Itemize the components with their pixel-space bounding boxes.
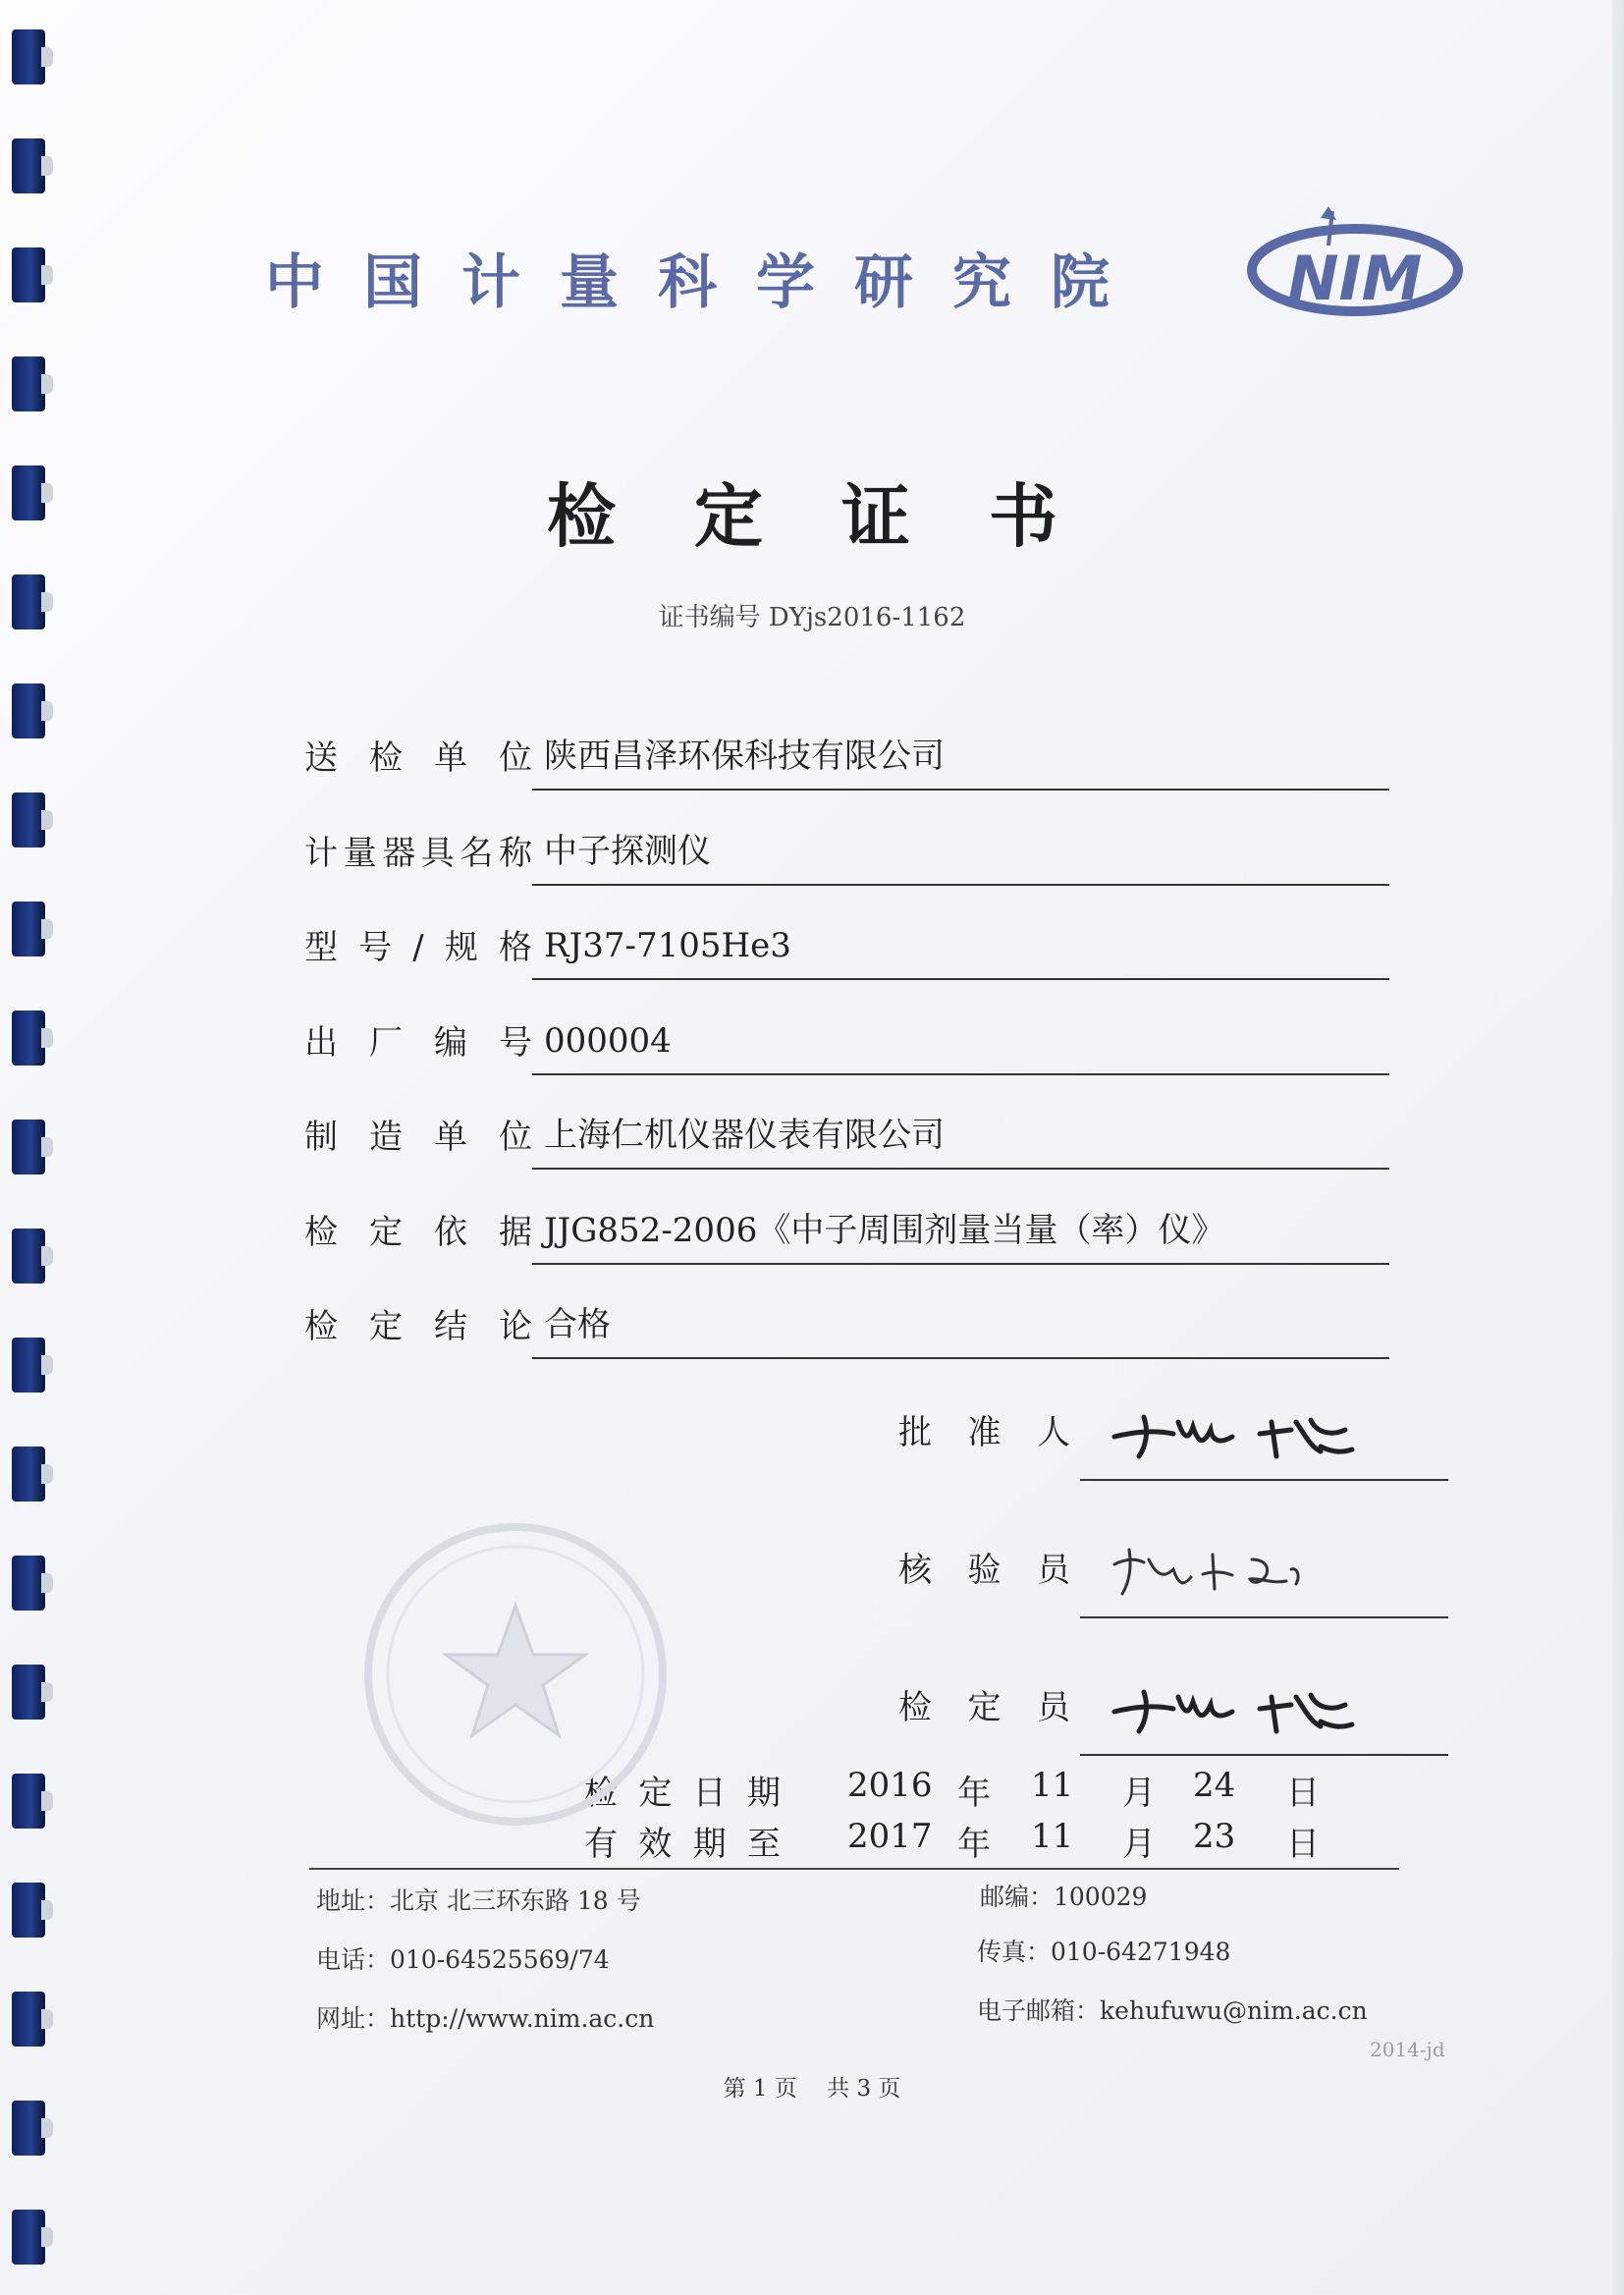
signature-label: 批准人	[898, 1413, 1070, 1452]
field-value: 中子探测仪	[532, 827, 1389, 886]
logo-text: NIM	[1287, 243, 1423, 314]
binding-ring	[12, 1011, 45, 1066]
field-label: 检定依据	[304, 1213, 532, 1252]
date-day: 24	[1193, 1766, 1236, 1805]
date-label: 有效期至	[584, 1825, 781, 1864]
binding-ring	[12, 1229, 45, 1284]
signature-label: 核验员	[898, 1551, 1070, 1590]
signature-image	[1095, 1393, 1389, 1471]
field-row-instrument-name	[304, 817, 1389, 886]
page-number: 第 1 页 共 3 页	[723, 2076, 901, 2102]
footer-divider	[309, 1868, 1399, 1870]
signature-line	[1080, 1479, 1448, 1481]
binding-ring	[12, 1992, 45, 2047]
signature-image	[1095, 1530, 1389, 1609]
binding-ring	[12, 902, 45, 956]
binding-ring	[12, 2101, 45, 2156]
field-value: 陕西昌泽环保科技有限公司	[532, 732, 1389, 791]
binding-ring	[12, 1447, 45, 1502]
field-label: 计量器具名称	[304, 834, 532, 873]
field-value: RJ37-7105He3	[532, 921, 1389, 980]
binding-ring	[12, 1120, 45, 1175]
field-label: 检定结论	[304, 1307, 532, 1346]
binding-ring	[12, 1665, 45, 1720]
signature-label: 检定员	[898, 1688, 1070, 1727]
signature-row-approver	[898, 1383, 1448, 1481]
field-label: 型号/规格	[304, 928, 532, 967]
field-row-basis	[304, 1196, 1389, 1265]
signature-row-inspector	[898, 1658, 1448, 1756]
nim-logo	[1242, 206, 1468, 324]
field-row-model	[304, 911, 1389, 980]
field-value: 上海仁机仪器仪表有限公司	[532, 1111, 1389, 1170]
date-month-unit: 月	[1122, 1774, 1156, 1813]
binding-ring	[12, 1774, 45, 1829]
field-row-submitter	[304, 722, 1389, 791]
field-value: 000004	[532, 1016, 1389, 1075]
page-edge	[1612, 0, 1624, 2295]
footer-email: 电子邮箱：kehufuwu@nim.ac.cn	[977, 1996, 1368, 2025]
field-label: 送检单位	[304, 738, 532, 778]
footer-postcode: 邮编：100029	[980, 1883, 1148, 1911]
signature-line	[1080, 1616, 1448, 1618]
certificate-number: 证书编号 DYjs2016-1162	[658, 603, 966, 632]
field-value: 合格	[532, 1300, 1389, 1359]
field-label: 制造单位	[304, 1118, 532, 1157]
date-year-unit: 年	[957, 1825, 991, 1864]
field-row-conclusion	[304, 1290, 1389, 1359]
date-label: 检定日期	[584, 1774, 781, 1813]
embossed-seal	[353, 1512, 677, 1836]
date-year-unit: 年	[957, 1774, 991, 1813]
date-month-unit: 月	[1122, 1825, 1156, 1864]
date-day-unit: 日	[1286, 1774, 1320, 1813]
date-day: 23	[1193, 1817, 1236, 1856]
date-year: 2017	[847, 1817, 933, 1856]
form-code: 2014-jd	[1370, 2038, 1445, 2061]
date-month: 11	[1031, 1817, 1074, 1856]
field-label: 出厂编号	[304, 1023, 532, 1063]
footer-address: 地址：北京 北三环东路 18 号	[316, 1886, 641, 1915]
institute-name: 中国计量科学研究院	[265, 248, 1149, 317]
signature-line	[1080, 1754, 1448, 1756]
footer-phone: 电话：010-64525569/74	[316, 1945, 610, 1974]
binding-ring	[12, 356, 45, 411]
signature-row-verifier	[898, 1520, 1448, 1618]
date-day-unit: 日	[1286, 1825, 1320, 1864]
date-month: 11	[1031, 1766, 1074, 1805]
field-value: JJG852-2006《中子周围剂量当量（率）仪》	[532, 1206, 1389, 1265]
spiral-binding	[8, 29, 51, 2278]
footer-website: 网址：http://www.nim.ac.cn	[316, 2004, 655, 2033]
binding-ring	[12, 792, 45, 847]
binding-ring	[12, 1883, 45, 1938]
field-row-serial-number	[304, 1007, 1389, 1075]
binding-ring	[12, 1556, 45, 1611]
signature-image	[1095, 1667, 1389, 1746]
binding-ring	[12, 247, 45, 302]
binding-ring	[12, 683, 45, 738]
field-row-manufacturer	[304, 1101, 1389, 1170]
binding-ring	[12, 1338, 45, 1393]
footer-fax: 传真：010-64271948	[977, 1938, 1231, 1966]
binding-ring	[12, 138, 45, 193]
document-title: 检定证书	[547, 476, 1136, 557]
binding-ring	[12, 2210, 45, 2265]
date-year: 2016	[847, 1766, 933, 1805]
binding-ring	[12, 29, 45, 84]
